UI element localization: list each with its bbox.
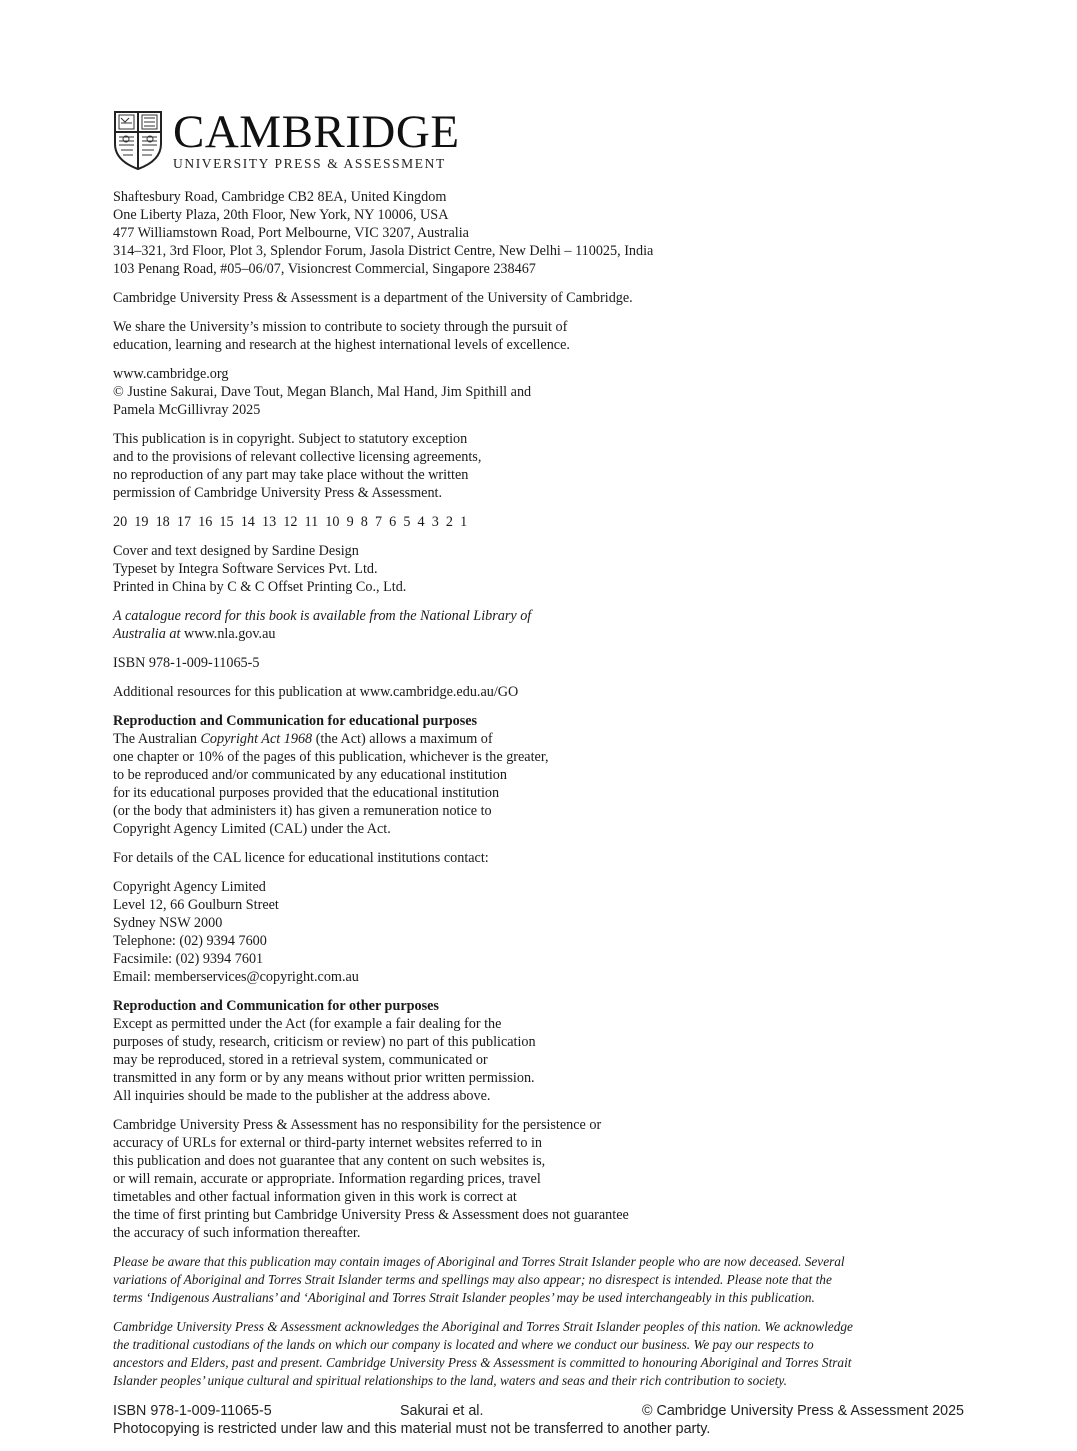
act-title: Copyright Act 1968 (200, 731, 313, 747)
urls-disclaimer: Cambridge University Press & Assessment has no responsibility for the persistence or accuracy of URLs for external or third-party internet websites referred to in this publication and does not guarantee that any content on such websites is, or will remain, accurate or appropriate. Information regarding prices, travel timetables and other factual information given in this work is correct at the time of first printing but Cambridge University Press & Assessment does not guarantee the accuracy of such information thereafter. (113, 1117, 629, 1241)
edu-heading: Reproduction and Communication for educational purposes (113, 713, 478, 729)
catalogue-text: A catalogue record for this book is available from the National Library of Australia at (113, 608, 532, 642)
copyright-statement: This publication is in copyright. Subject to statutory exception and to the provisions of relevant collective licensing agreements, no reproduction of any part may take place without the written permission of Cambridge University Press & Assessment. (113, 431, 482, 501)
footer-restriction: Photocopying is restricted under law and this material must not be transferred to another party. (113, 1421, 711, 1437)
additional-resources: Additional resources for this publication at www.cambridge.edu.au/GO (113, 684, 519, 700)
other-heading: Reproduction and Communication for other purposes (113, 998, 439, 1014)
edu-text-part: (the Act) allows a maximum of one chapter or 10% of the pages of this publication, whichever is the greater, to be reproduced and/or communicated by any educational institution for its educational purposes provided that the educational institution (or the body that administers it) has given a remuneration notice to Copyright Agency Limited (CAL) under the Act. (113, 731, 549, 837)
imprint-page (113, 106, 983, 1401)
logo-wordmark: CAMBRIDGE (173, 106, 460, 158)
footer-authors: Sakurai et al. (400, 1403, 484, 1419)
acknowledgement-of-country: Cambridge University Press & Assessment acknowledges the Aboriginal and Torres Strait Islander peoples of this nation. We acknowledge the traditional custodians of the lands on which our company is located and where we conduct our business. We pay our respects to ancestors and Elders, past and present. Cambridge University Press & Assessment is committed to honouring Aboriginal and Torres Strait Islander peoples’ unique cultural and spiritual relationships to the land, waters and seas and their rich contribution to society. (113, 1319, 853, 1388)
cal-details: For details of the CAL licence for educational institutions contact: (113, 850, 489, 866)
credits: Cover and text designed by Sardine Design Typeset by Integra Software Services Pvt. Ltd. Printed in China by C & C Offset Printing Co., Ltd. (113, 543, 407, 595)
footer-isbn: ISBN 978-1-009-11065-5 (113, 1403, 272, 1419)
logo-subtitle: UNIVERSITY PRESS & ASSESSMENT (173, 156, 446, 171)
footer-copyright: © Cambridge University Press & Assessment 2025 (641, 1403, 964, 1419)
footer-row (113, 1402, 964, 1420)
page-footer (113, 1402, 964, 1438)
print-line: 20 19 18 17 16 15 14 13 12 11 10 9 8 7 6 5 4 3 2 1 (113, 514, 468, 530)
cambridge-logo (113, 106, 983, 174)
edu-text-part: The Australian (113, 731, 201, 747)
cal-contact: Copyright Agency Limited Level 12, 66 Goulburn Street Sydney NSW 2000 Telephone: (02) 9394 7600 Facsimile: (02) 9394 7601 Email: memberservices@copyright.com.au (113, 879, 359, 985)
other-text: Except as permitted under the Act (for example a fair dealing for the purposes of study, research, criticism or review) no part of this publication may be reproduced, stored in a retrieval system, communicated or transmitted in any form or by any means without prior written permission. All inquiries should be made to the publisher at the address above. (113, 1016, 536, 1104)
catalogue-record (113, 607, 983, 643)
mission-statement: We share the University’s mission to contribute to society through the pursuit of education, learning and research at the highest international levels of excellence. (113, 319, 570, 353)
catalogue-url[interactable]: www.nla.gov.au (180, 626, 276, 642)
copyright-line: © Justine Sakurai, Dave Tout, Megan Blanch, Mal Hand, Jim Spithill and Pamela McGillivray 2025 (113, 384, 532, 418)
cambridge-crest-icon (113, 110, 163, 170)
addresses: Shaftesbury Road, Cambridge CB2 8EA, United Kingdom One Liberty Plaza, 20th Floor, New York, NY 10006, USA 477 Williamstown Road, Port Melbourne, VIC 3207, Australia 314–321, 3rd Floor, Plot 3, Splendor Forum, Jasola District Centre, New Delhi – 110025, India 103 Penang Road, #05–06/07, Visioncrest Commercial, Singapore 238467 (113, 189, 654, 277)
deceased-notice: Please be aware that this publication may contain images of Aboriginal and Torres Strait Islander people who are now deceased. Several variations of Aboriginal and Torres Strait Islander terms and spellings may also appear; no disrespect is intended. Please note that the terms ‘Indigenous Australians’ and ‘Aboriginal and Torres Strait Islander peoples’ may be used interchangeably in this publication. (113, 1254, 845, 1305)
edu-text (113, 730, 983, 838)
website-link[interactable]: www.cambridge.org (113, 366, 229, 382)
department-statement: Cambridge University Press & Assessment is a department of the University of Cambridge. (113, 290, 633, 306)
isbn: ISBN 978-1-009-11065-5 (113, 655, 260, 671)
